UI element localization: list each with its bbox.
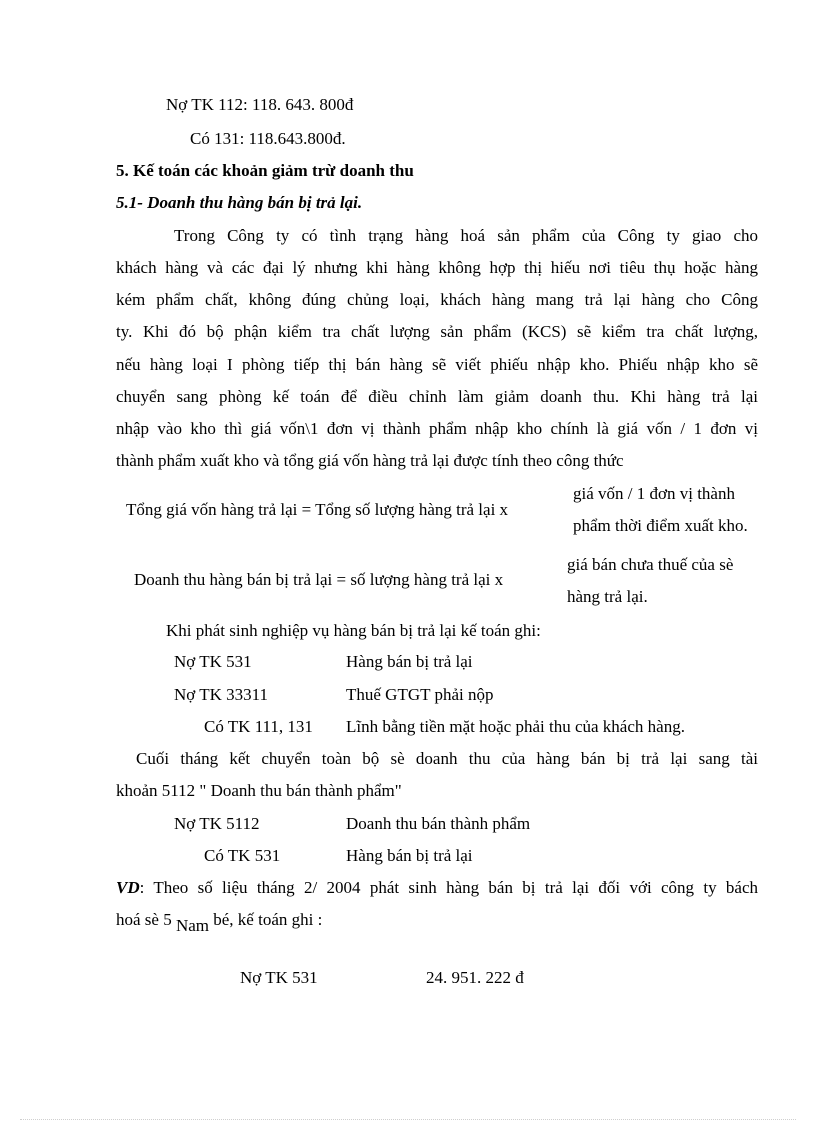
formula-revenue-right-1: giá bán chưa thuế của sè (567, 555, 734, 574)
closing-line-2: khoản 5112 " Doanh thu bán thành phẩm" (116, 781, 402, 800)
entry-debit-112: Nợ TK 112: 118. 643. 800đ (166, 95, 354, 114)
entry-account: Nợ TK 33311 (174, 685, 268, 704)
entry-intro: Khi phát sinh nghiệp vụ hàng bán bị trả lại kế toán ghi: (166, 621, 541, 640)
entry-description: Hàng bán bị trả lại (346, 652, 473, 671)
example-text: : Theo số liệu tháng 2/ 2004 phát sinh hàng bán bị trả lại đối với công ty bách (139, 878, 758, 897)
paragraph-line-3: kém phẩm chất, không đúng chủng loại, khách hàng mang trả lại hàng cho Công (116, 290, 758, 309)
paragraph-line-2: khách hàng và các đại lý nhưng khi hàng không hợp thị hiếu nơi tiêu thụ hoặc hàng (116, 258, 758, 277)
footer-divider (20, 1119, 796, 1120)
example-text-b: bé, kế toán ghi : (213, 910, 323, 929)
paragraph-line-7: nhập vào kho thì giá vốn\1 đơn vị thành phẩm nhập kho chính là giá vốn / 1 đơn vị (116, 419, 758, 438)
formula-total-cost-right-2: phẩm thời điểm xuất kho. (573, 516, 748, 535)
entry-description: Lĩnh bằng tiền mặt hoặc phải thu của khách hàng. (346, 717, 685, 736)
example-label: VD (116, 878, 140, 897)
entry-credit-131: Có 131: 118.643.800đ. (190, 129, 346, 148)
formula-total-cost-left: Tổng giá vốn hàng trả lại = Tổng số lượng hàng trả lại x (126, 500, 509, 519)
paragraph-line-4: ty. Khi đó bộ phận kiểm tra chất lượng sản phẩm (KCS) sẽ kiểm tra chất lượng, (116, 322, 758, 341)
entry-description: Doanh thu bán thành phẩm (346, 814, 531, 833)
paragraph-line-5: nếu hàng loại I phòng tiếp thị bán hàng sẽ viết phiếu nhập kho. Phiếu nhập kho sẽ (116, 355, 758, 374)
paragraph-line-8: thành phẩm xuất kho và tổng giá vốn hàng trả lại được tính theo công thức (116, 451, 624, 470)
final-entry-account: Nợ TK 531 (240, 968, 318, 987)
section-heading: 5. Kế toán các khoản giảm trừ doanh thu (116, 161, 414, 180)
entry-account: Nợ TK 5112 (174, 814, 260, 833)
subsection-heading: 5.1- Doanh thu hàng bán bị trả lại. (116, 193, 363, 212)
formula-total-cost-right-1: giá vốn / 1 đơn vị thành (573, 484, 735, 503)
final-entry-amount: 24. 951. 222 đ (426, 968, 524, 987)
paragraph-line-1: Trong Công ty có tình trạng hàng hoá sản phẩm của Công ty giao cho (174, 226, 758, 245)
paragraph-line-6: chuyển sang phòng kế toán để điều chỉnh làm giảm doanh thu. Khi hàng trả lại (116, 387, 758, 406)
example-line-2 (116, 910, 323, 935)
example-text-a: hoá sè 5 (116, 910, 172, 929)
entry-account: Có TK 111, 131 (204, 717, 313, 736)
closing-line-1: Cuối tháng kết chuyển toàn bộ sè doanh thu của hàng bán bị trả lại sang tài (136, 749, 758, 768)
entry-account: Có TK 531 (204, 846, 281, 865)
entry-description: Thuế GTGT phải nộp (346, 685, 494, 704)
entry-description: Hàng bán bị trả lại (346, 846, 473, 865)
formula-revenue-left: Doanh thu hàng bán bị trả lại = số lượng hàng trả lại x (134, 570, 504, 589)
example-subscript: Nam (175, 916, 210, 935)
entry-account: Nợ TK 531 (174, 652, 252, 671)
formula-revenue-right-2: hàng trả lại. (567, 587, 648, 606)
example-line-1 (116, 878, 758, 898)
